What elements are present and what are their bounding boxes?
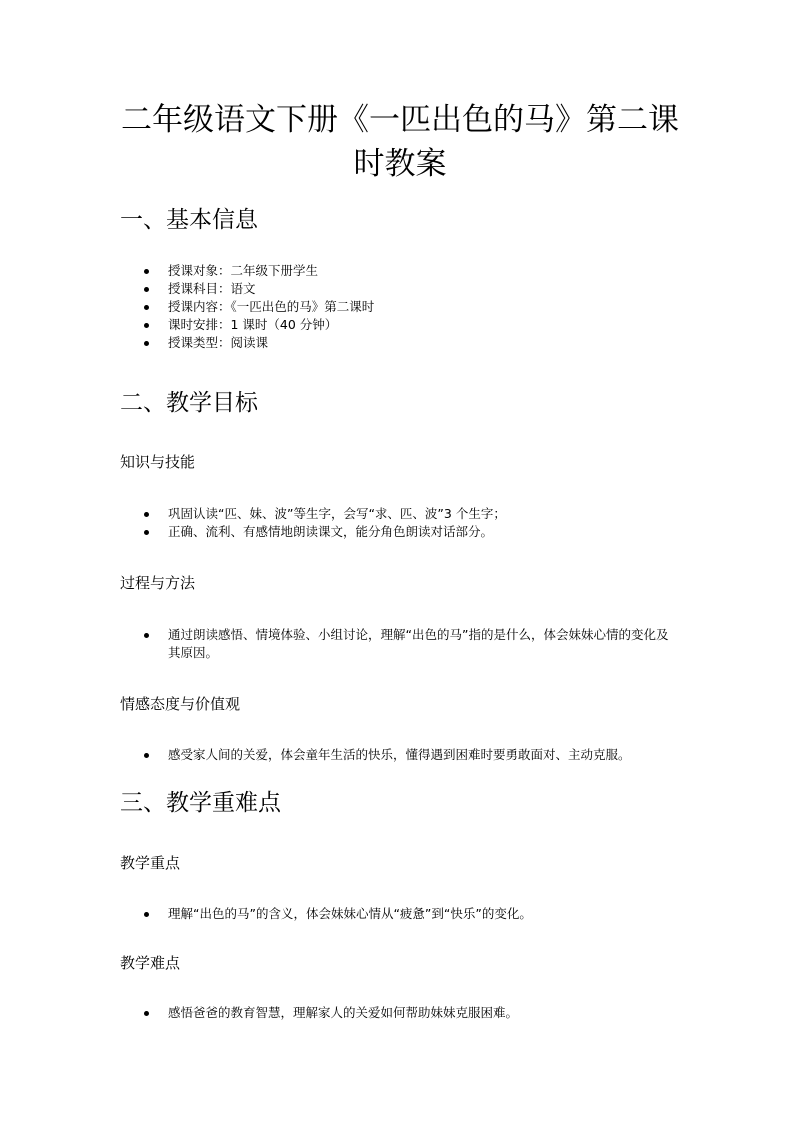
focus-list — [120, 905, 680, 923]
list-item: 通过朗读感悟、情境体验、小组讨论，理解“出色的马”指的是什么，体会妹妹心情的变化及其原因。 — [120, 626, 680, 662]
document-title: 二年级语文下册《一匹出色的马》第二课时教案 — [121, 102, 679, 182]
list-item: 授课类型：阅读课 — [120, 334, 680, 352]
list-item: 授课内容：《一匹出色的马》第二课时 — [120, 298, 680, 316]
list-item: 感受家人间的关爱，体会童年生活的快乐，懂得遇到困难时要勇敢面对、主动克服。 — [120, 746, 680, 764]
subsection-heading-knowledge: 知识与技能 — [120, 453, 196, 471]
list-item: 授课科目：语文 — [120, 280, 680, 298]
basic-info-list — [120, 262, 680, 352]
list-item: 授课对象：二年级下册学生 — [120, 262, 680, 280]
list-item: 正确、流利、有感情地朗读课文，能分角色朗读对话部分。 — [120, 523, 680, 541]
list-item: 理解“出色的马”的含义，体会妹妹心情从“疲惫”到“快乐”的变化。 — [120, 905, 680, 923]
difficulty-list — [120, 1004, 680, 1022]
process-list — [120, 626, 680, 662]
section-heading-key-points: 三、教学重难点 — [120, 790, 281, 816]
subsection-heading-process: 过程与方法 — [120, 574, 196, 592]
section-heading-objectives: 二、教学目标 — [120, 390, 258, 416]
list-item: 巩固认读“匹、妹、波”等生字，会写“求、匹、波”3 个生字； — [120, 505, 680, 523]
subsection-heading-focus: 教学重点 — [120, 854, 181, 872]
knowledge-list — [120, 505, 680, 541]
emotion-list — [120, 746, 680, 764]
list-item: 课时安排：1 课时（40 分钟） — [120, 316, 680, 334]
list-item: 感悟爸爸的教育智慧，理解家人的关爱如何帮助妹妹克服困难。 — [120, 1004, 680, 1022]
subsection-heading-emotion: 情感态度与价值观 — [120, 695, 241, 713]
subsection-heading-difficulty: 教学难点 — [120, 954, 181, 972]
section-heading-basic-info: 一、基本信息 — [120, 207, 258, 233]
